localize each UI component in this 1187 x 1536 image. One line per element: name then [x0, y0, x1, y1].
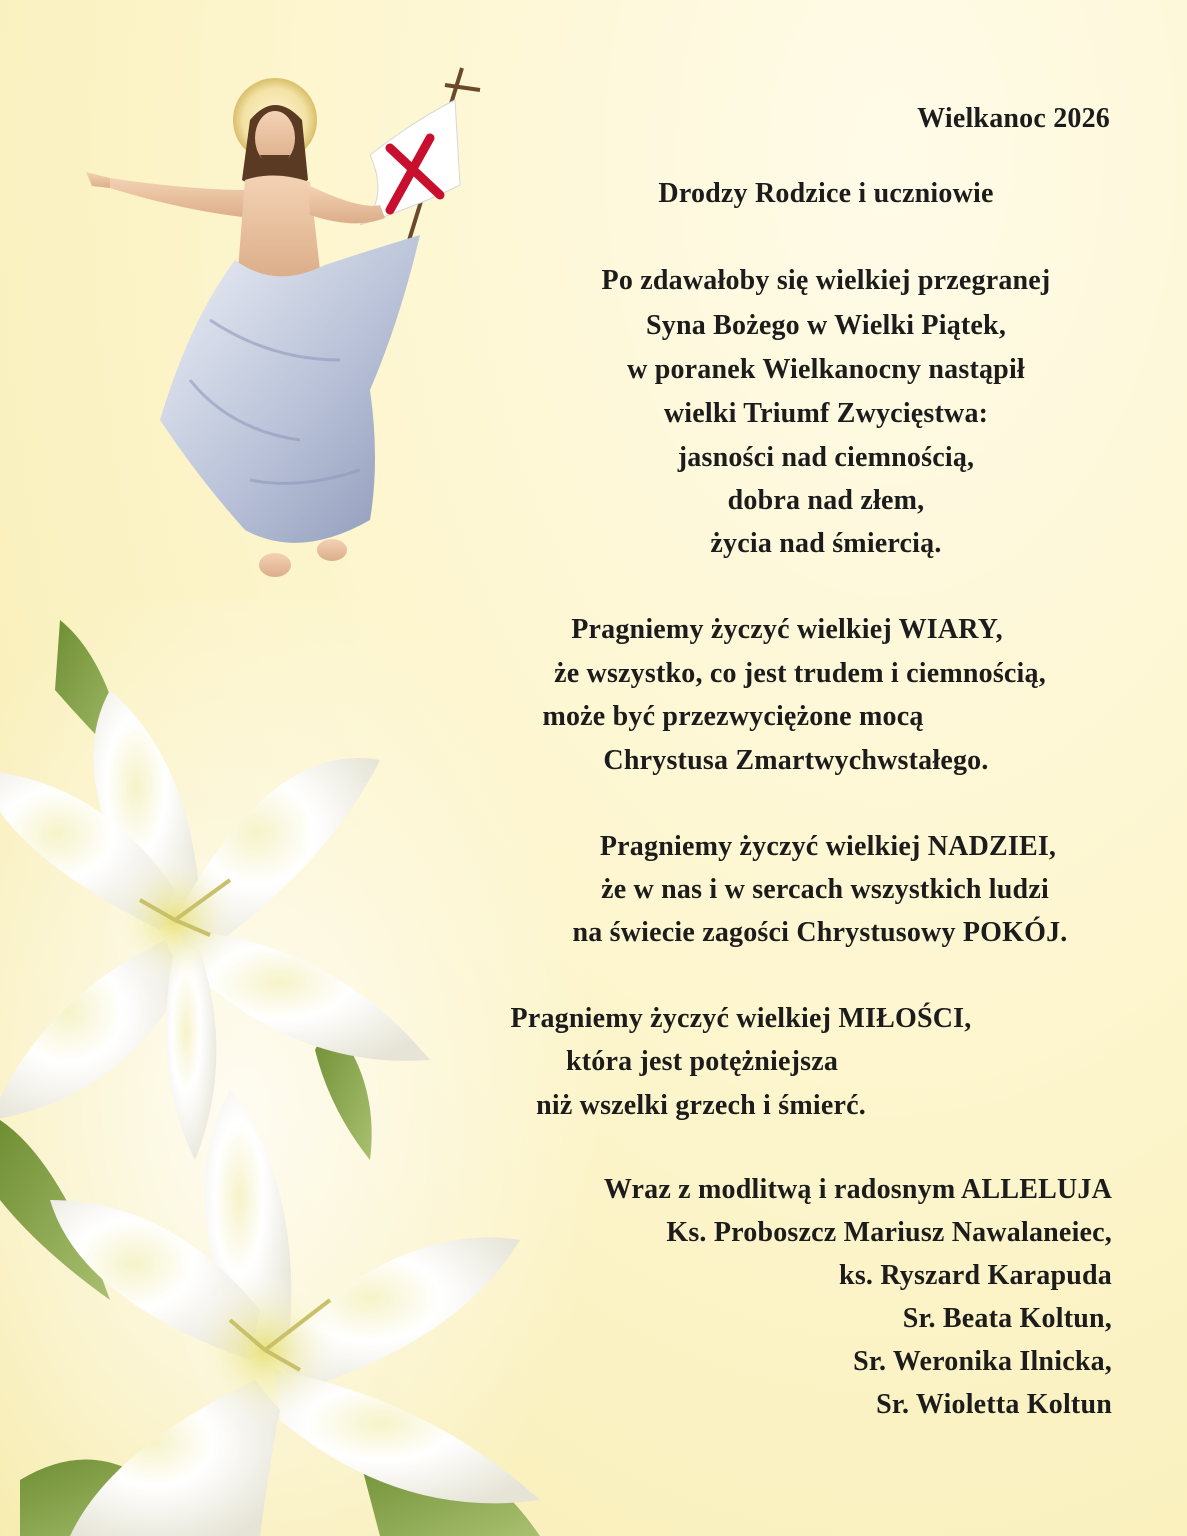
letter-greeting: Drodzy Rodzice i uczniowie — [658, 178, 994, 209]
stanza1-line: życia nad śmiercią. — [710, 528, 942, 559]
stanza1-line: jasności nad ciemnością, — [677, 442, 975, 473]
stanza2-line: Pragniemy życzyć wielkiej WIARY, — [571, 614, 1003, 645]
stanza1-line: w poranek Wielkanocny nastąpił — [627, 354, 1025, 385]
signature-line: Ks. Proboszcz Mariusz Nawalaneiec, — [666, 1217, 1112, 1248]
signature-line: ks. Ryszard Karapuda — [839, 1260, 1112, 1291]
closing-line: Wraz z modlitwą i radosnym ALLELUJA — [603, 1174, 1112, 1205]
stanza4-line: Pragniemy życzyć wielkiej MIŁOŚCI, — [510, 1003, 972, 1034]
stanza1-line: dobra nad złem, — [727, 485, 925, 516]
stanza4-line: która jest potężniejsza — [565, 1046, 839, 1077]
stanza2-line: że wszystko, co jest trudem i ciemnością, — [554, 658, 1046, 689]
stanza3-line: że w nas i w sercach wszystkich ludzi — [601, 874, 1049, 905]
stanza4-line: niż wszelki grzech i śmierć. — [536, 1090, 866, 1121]
stanza1-line: Syna Bożego w Wielki Piątek, — [645, 310, 1007, 341]
stanza2-line: może być przezwyciężone mocą — [542, 701, 924, 732]
white-lily-icon — [0, 600, 600, 1536]
letter-date: Wielkanoc 2026 — [917, 103, 1110, 134]
stanza3-line: Pragniemy życzyć wielkiej NADZIEI, — [599, 831, 1057, 862]
stanza2-line: Chrystusa Zmartwychwstałego. — [603, 745, 989, 776]
signature-line: Sr. Wioletta Koltun — [876, 1389, 1112, 1420]
risen-christ-icon — [70, 60, 500, 600]
stanza1-line: wielki Triumf Zwycięstwa: — [663, 398, 989, 429]
signature-line: Sr. Weronika Ilnicka, — [853, 1346, 1112, 1377]
stanza3-line: na świecie zagości Chrystusowy POKÓJ. — [572, 917, 1068, 948]
stanza1-line: Po zdawałoby się wielkiej przegranej — [601, 265, 1051, 296]
signature-line: Sr. Beata Koltun, — [902, 1303, 1112, 1334]
